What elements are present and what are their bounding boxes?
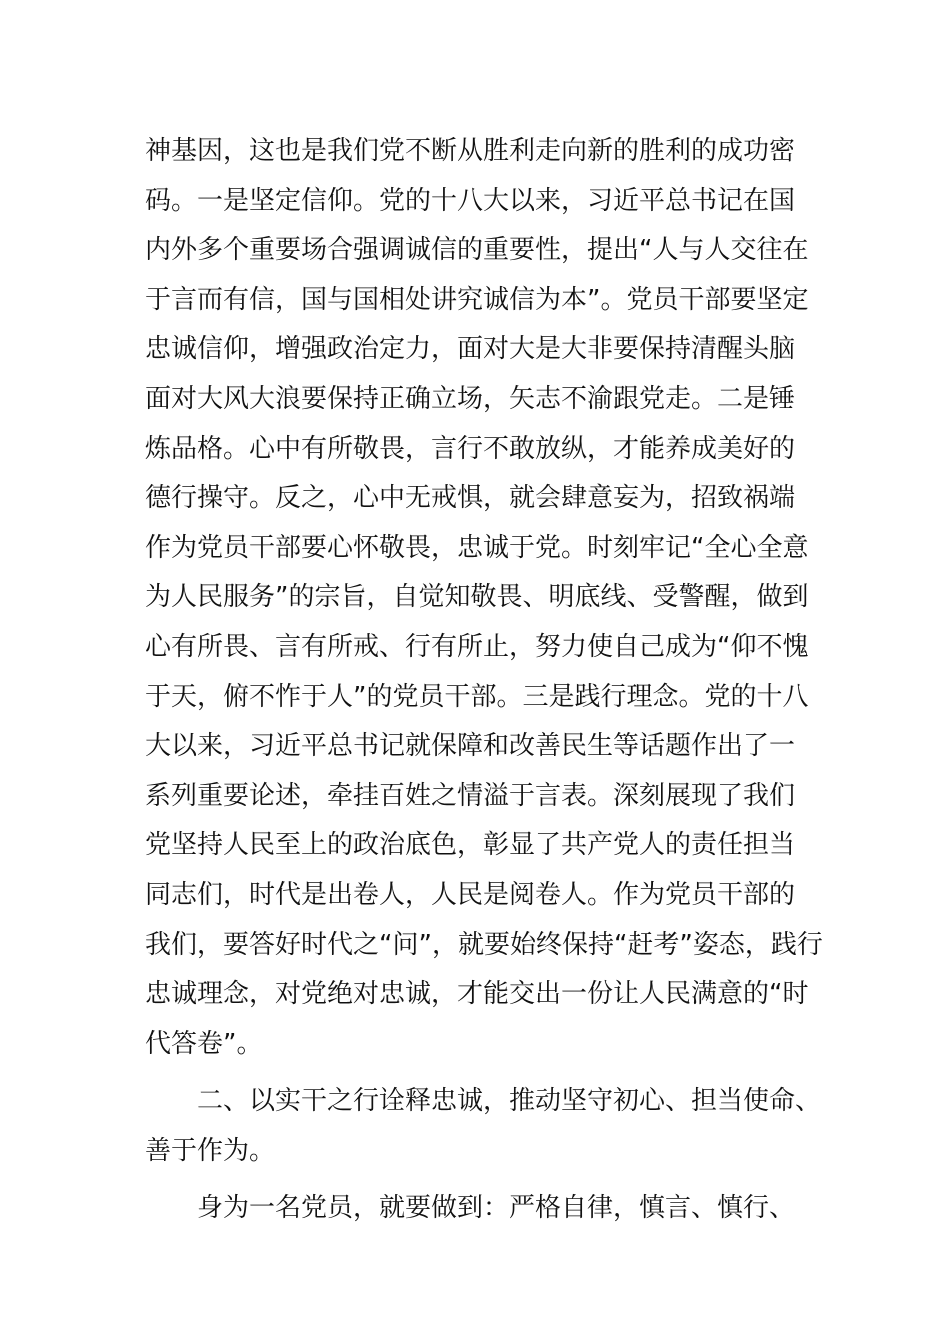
section-heading-continued: 善于作为。 xyxy=(145,1135,276,1166)
text-line: 德行操守。反之，心中无戒惧，就会肆意妄为，招致祸端 xyxy=(145,483,796,514)
text-line: 代答卷”。 xyxy=(145,1028,263,1059)
text-line: 神基因，这也是我们党不断从胜利走向新的胜利的成功密 xyxy=(145,136,796,166)
document-body xyxy=(145,127,823,1234)
text-line: 内外多个重要场合强调诚信的重要性，提出“人与人交往在 xyxy=(145,235,809,266)
text-line: 党坚持人民至上的政治底色，彰显了共产党人的责任担当 xyxy=(145,830,796,861)
text-line: 大以来，习近平总书记就保障和改善民生等话题作出了一 xyxy=(145,731,796,762)
text-line: 于天，俯不怍于人”的党员干部。三是践行理念。党的十八 xyxy=(145,681,809,712)
text-line: 系列重要论述，牵挂百姓之情溢于言表。深刻展现了我们 xyxy=(145,780,796,811)
text-line: 作为党员干部要心怀敬畏，忠诚于党。时刻牢记“全心全意 xyxy=(145,532,809,563)
text-line: 心有所畏、言有所戒、行有所止，努力使自己成为“仰不愧 xyxy=(145,631,809,662)
section-heading: 二、以实干之行诠释忠诚，推动坚守初心、担当使命、 xyxy=(197,1086,822,1117)
text-line: 面对大风大浪要保持正确立场，矢志不渝跟党走。二是锤 xyxy=(145,383,796,414)
text-line: 忠诚理念，对党绝对忠诚，才能交出一份让人民满意的“时 xyxy=(145,979,809,1010)
text-line: 我们，要答好时代之“问”，就要始终保持“赶考”姿态，践行 xyxy=(145,929,823,960)
text-line: 于言而有信，国与国相处讲究诚信为本”。党员干部要坚定 xyxy=(145,284,809,315)
text-line: 为人民服务”的宗旨，自觉知敬畏、明底线、受警醒，做到 xyxy=(145,582,809,613)
text-line: 同志们，时代是出卷人，人民是阅卷人。作为党员干部的 xyxy=(145,879,796,910)
text-line: 忠诚信仰，增强政治定力，面对大是大非要保持清醒头脑 xyxy=(145,334,796,365)
text-line: 炼品格。心中有所敬畏，言行不敢放纵，才能养成美好的 xyxy=(145,433,796,464)
text-line: 码。一是坚定信仰。党的十八大以来，习近平总书记在国 xyxy=(145,185,796,216)
paragraph-start: 身为一名党员，就要做到：严格自律，慎言、慎行、 xyxy=(197,1193,796,1224)
